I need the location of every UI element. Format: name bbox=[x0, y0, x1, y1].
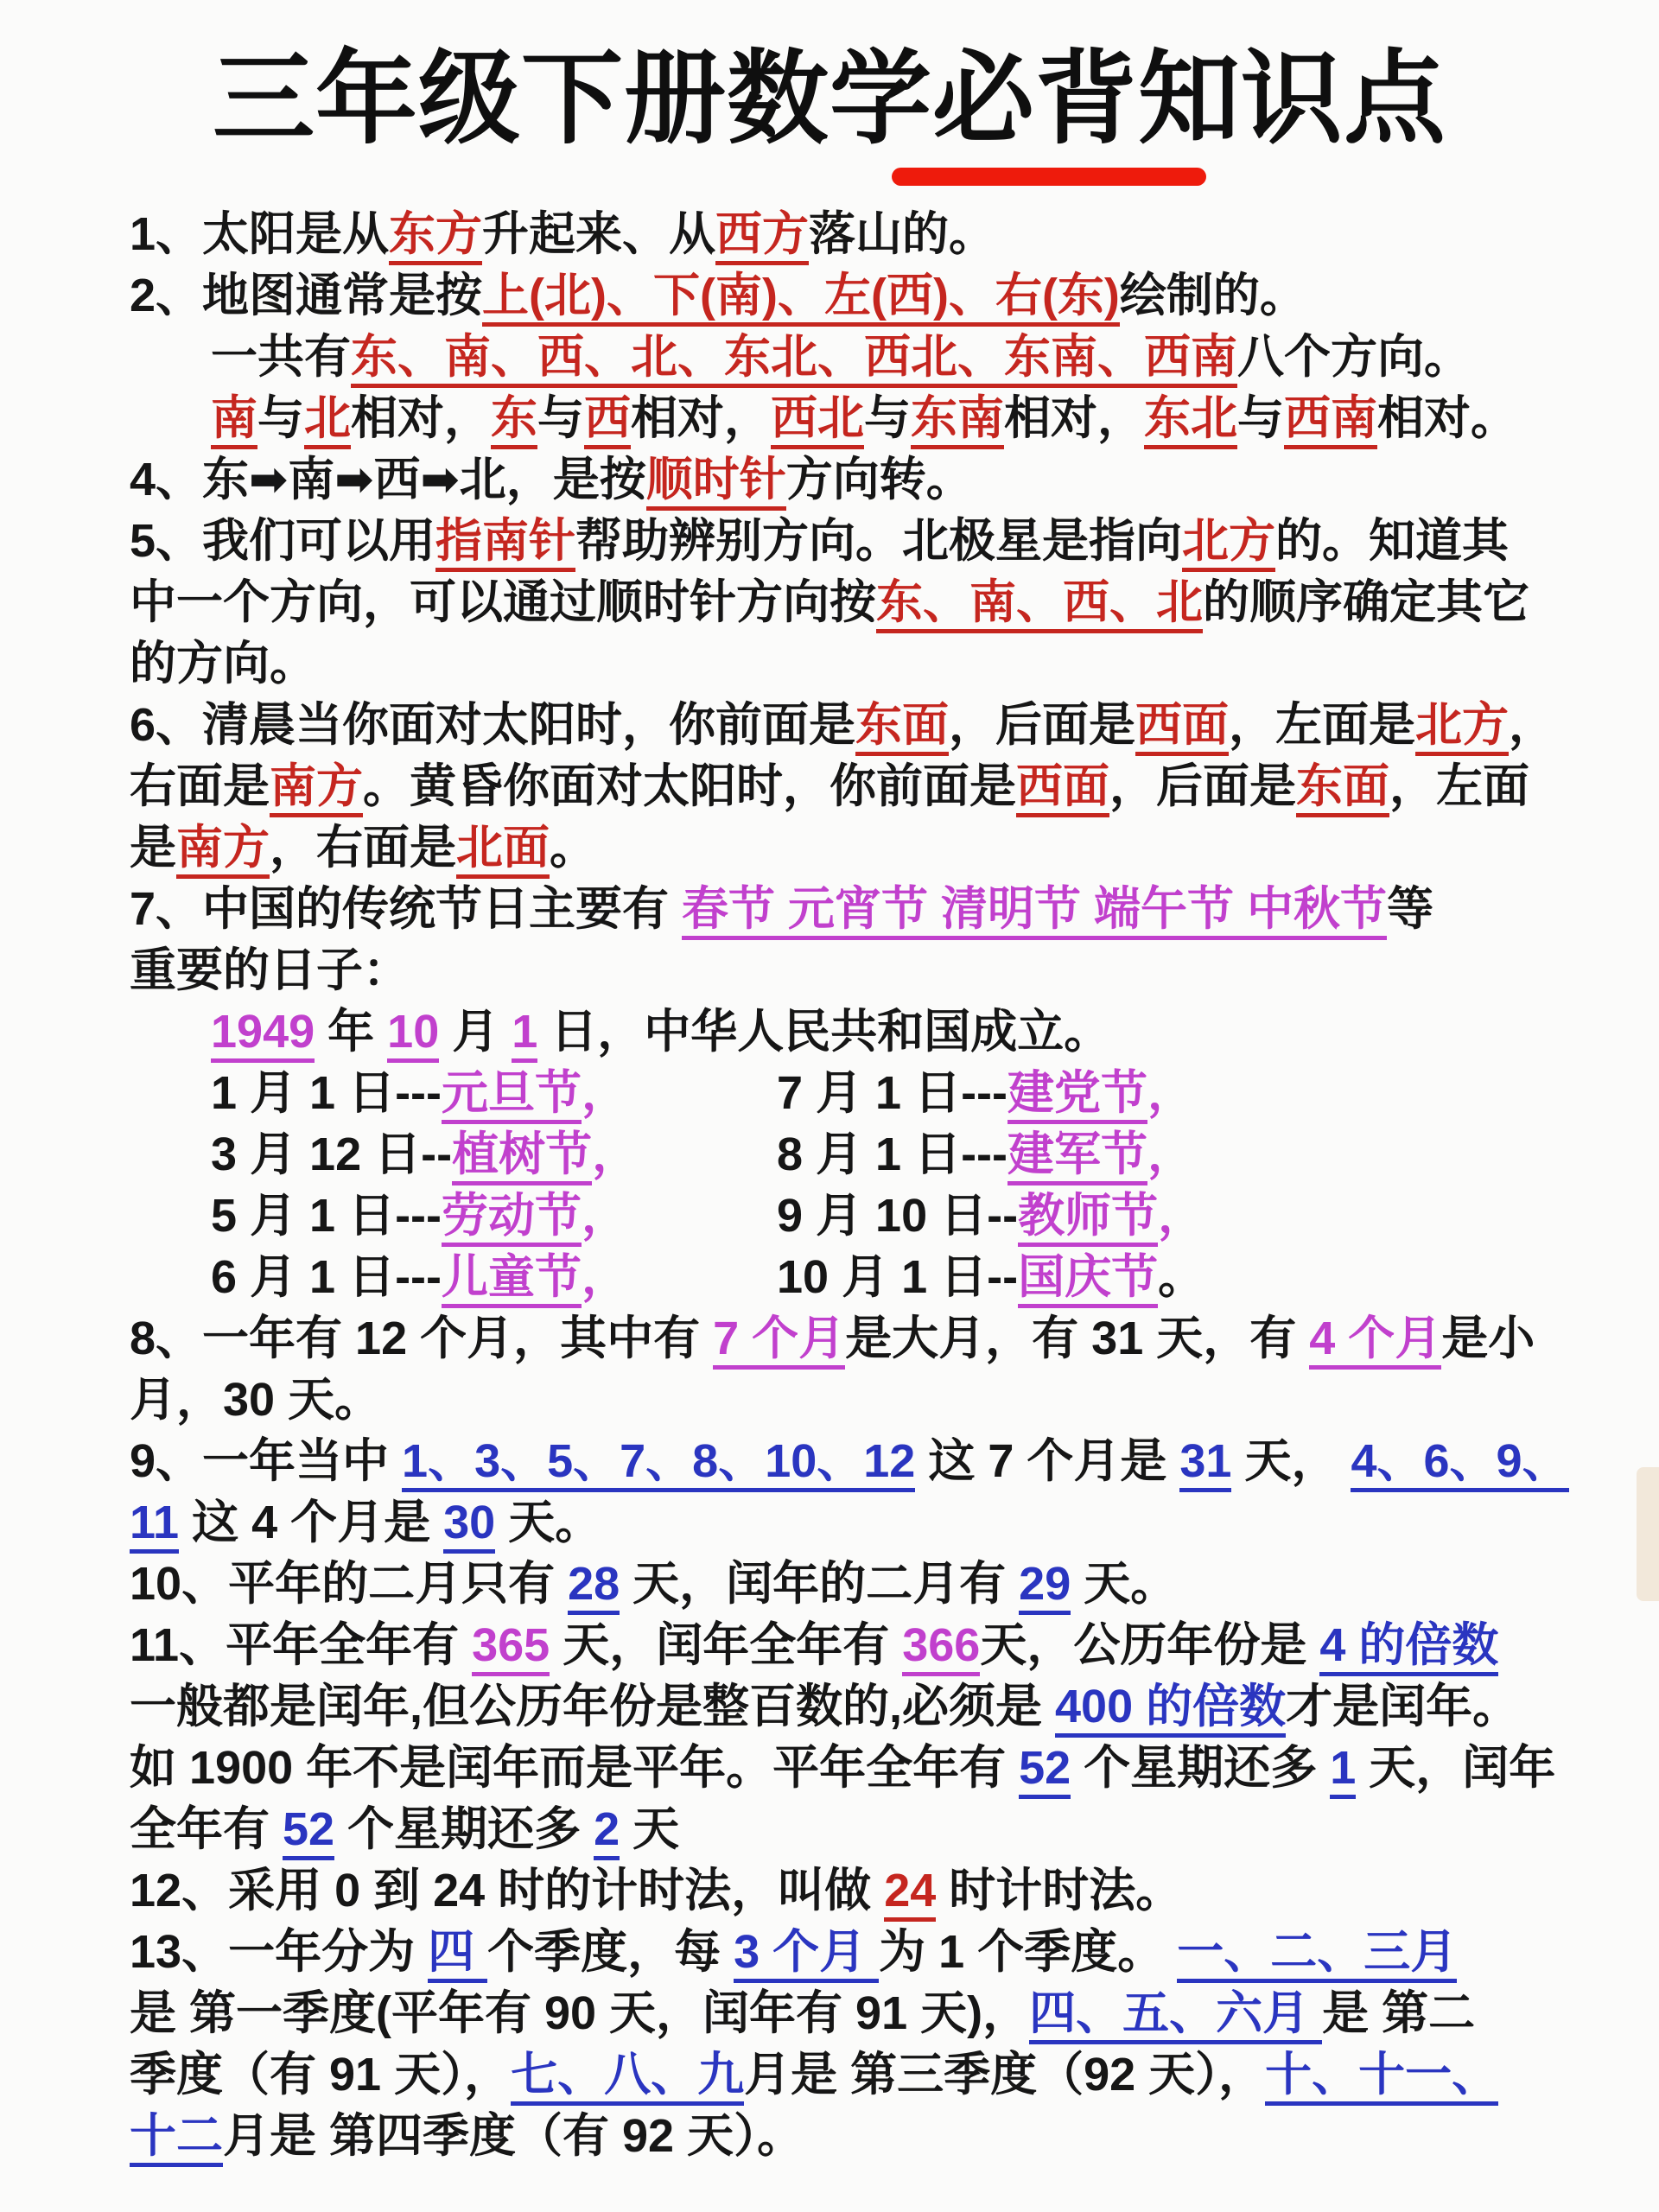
text-segment: 1、3、5、7、8、10、12 bbox=[402, 1435, 915, 1492]
date-column-right bbox=[777, 1251, 1205, 1308]
text-line bbox=[130, 1370, 1633, 1431]
text-segment: 落山的。 bbox=[809, 208, 996, 260]
text-segment: ，右面是 bbox=[270, 822, 456, 874]
text-segment: 四 bbox=[428, 1926, 487, 1983]
document-body bbox=[130, 204, 1633, 2167]
text-line bbox=[130, 511, 1633, 572]
text-segment: 12、采用 0 到 24 时的计时法，叫做 bbox=[130, 1865, 885, 1916]
text-segment: 日，中华人民共和国成立。 bbox=[537, 1006, 1111, 1058]
text-segment: 1 月 1 日--- bbox=[211, 1067, 442, 1119]
text-segment: 与 bbox=[537, 392, 584, 444]
text-segment: 这 7 个月是 bbox=[915, 1435, 1180, 1487]
text-segment: 东北 bbox=[1144, 392, 1237, 449]
text-segment: 如 1900 年不是闰年而是平年。平年全年有 bbox=[130, 1742, 1020, 1794]
text-segment: 国庆节 bbox=[1018, 1251, 1158, 1308]
text-segment: ，后面是 bbox=[949, 699, 1136, 751]
text-segment: 中一个方向，可以通过顺时针方向按 bbox=[130, 576, 876, 628]
text-line bbox=[130, 1001, 1633, 1063]
text-segment: 个星期还多 bbox=[1071, 1742, 1331, 1794]
text-segment: 4 个月 bbox=[1309, 1313, 1441, 1370]
text-segment: 等 bbox=[1387, 883, 1434, 935]
text-segment: 月是 第三季度（92 天）， bbox=[744, 2049, 1266, 2101]
text-line bbox=[130, 756, 1633, 817]
text-line bbox=[130, 327, 1633, 388]
text-segment: 十、十一、 bbox=[1265, 2049, 1498, 2106]
text-segment: 是 第二 bbox=[1322, 1987, 1476, 2039]
text-segment: 这 4 个月是 bbox=[179, 1497, 444, 1548]
text-segment: 年 bbox=[315, 1006, 388, 1058]
text-segment: 四、五、六月 bbox=[1029, 1987, 1322, 2044]
text-segment: 重要的日子： bbox=[130, 944, 410, 996]
text-segment: 天，闰年的二月有 bbox=[620, 1558, 1020, 1610]
text-segment: 52 bbox=[283, 1803, 334, 1860]
text-segment: 西方 bbox=[715, 208, 809, 265]
text-line bbox=[130, 1063, 1633, 1124]
title-underline-mark bbox=[892, 168, 1206, 186]
text-line bbox=[130, 817, 1633, 879]
text-segment: ，后面是 bbox=[1109, 760, 1296, 812]
text-segment: 西面 bbox=[1016, 760, 1109, 817]
text-segment: 十二 bbox=[130, 2110, 223, 2167]
text-segment: 是 第一季度(平年有 90 天，闰年有 91 天)， bbox=[130, 1987, 1030, 2039]
text-segment: 东面 bbox=[1296, 760, 1389, 817]
text-segment: 的方向。 bbox=[130, 638, 316, 690]
text-segment: 与 bbox=[257, 392, 304, 444]
text-segment: 与 bbox=[864, 392, 911, 444]
text-segment: 一共有 bbox=[211, 331, 351, 383]
date-column-right bbox=[777, 1128, 1194, 1185]
text-segment: 北面 bbox=[456, 822, 550, 879]
text-segment: 东南 bbox=[911, 392, 1004, 449]
text-segment: 天。 bbox=[495, 1497, 602, 1548]
text-segment: ， bbox=[1147, 1128, 1195, 1180]
text-segment: 400 的倍数 bbox=[1055, 1681, 1286, 1738]
text-line bbox=[130, 1308, 1633, 1370]
text-segment: 东、南、西、北、东北、西北、东南、西南 bbox=[351, 331, 1237, 388]
text-line bbox=[130, 204, 1633, 265]
text-segment: 8、一年有 12 个月，其中有 bbox=[130, 1313, 714, 1364]
text-segment: 5 月 1 日--- bbox=[211, 1190, 442, 1242]
text-segment: 1、太阳是从 bbox=[130, 208, 390, 260]
text-segment: 植树节 bbox=[452, 1128, 592, 1185]
text-segment: ， bbox=[1509, 699, 1556, 751]
text-segment: 4 的倍数 bbox=[1319, 1619, 1498, 1676]
text-segment: 8 月 1 日--- bbox=[777, 1128, 1008, 1180]
text-segment: 顺时针 bbox=[646, 454, 786, 511]
text-segment: 绘制的。 bbox=[1119, 270, 1306, 321]
text-segment: 七、八、九 bbox=[511, 2049, 744, 2106]
text-segment: 1 bbox=[1330, 1742, 1356, 1799]
text-segment: 为 1 个季度。 bbox=[879, 1926, 1178, 1978]
text-line bbox=[130, 695, 1633, 756]
date-column-left bbox=[211, 1124, 777, 1185]
text-segment: 右面是 bbox=[130, 760, 270, 812]
text-segment: 366 bbox=[902, 1619, 980, 1676]
text-segment: 是小 bbox=[1441, 1313, 1535, 1364]
text-segment: 时计时法。 bbox=[936, 1865, 1183, 1916]
text-segment: 方向转。 bbox=[785, 454, 973, 505]
text-segment: 劳动节 bbox=[442, 1190, 582, 1247]
text-segment: 升起来、从 bbox=[482, 208, 716, 260]
text-segment: 北 bbox=[304, 392, 351, 449]
text-line bbox=[130, 1922, 1633, 1983]
text-segment: ， bbox=[582, 1067, 629, 1119]
text-segment: 北方 bbox=[1182, 515, 1275, 572]
text-segment: 52 bbox=[1019, 1742, 1071, 1799]
text-segment: 天，公历年份是 bbox=[980, 1619, 1320, 1671]
text-segment: 6、清晨当你面对太阳时，你前面是 bbox=[130, 699, 856, 751]
text-segment: 建党节 bbox=[1007, 1067, 1147, 1124]
text-segment: ， bbox=[582, 1251, 629, 1303]
text-segment: 相对， bbox=[351, 392, 491, 444]
text-segment: 南 bbox=[211, 392, 257, 449]
text-line bbox=[130, 1676, 1633, 1738]
text-segment: 个星期还多 bbox=[334, 1803, 594, 1855]
text-segment: 与 bbox=[1237, 392, 1284, 444]
text-segment: 东方 bbox=[389, 208, 482, 265]
text-segment: 31 bbox=[1179, 1435, 1231, 1492]
text-line bbox=[130, 940, 1633, 1001]
text-segment: 月，30 天。 bbox=[130, 1374, 382, 1426]
text-segment: 春节 元宵节 清明节 端午节 中秋节 bbox=[682, 883, 1387, 940]
date-column-left bbox=[211, 1247, 777, 1308]
text-segment: 的顺序确定其它 bbox=[1203, 576, 1529, 628]
text-line bbox=[130, 572, 1633, 633]
text-segment: 八个方向。 bbox=[1237, 331, 1471, 383]
text-segment: 2、地图通常是按 bbox=[130, 270, 483, 321]
text-segment: 上(北)、下(南)、左(西)、右(东) bbox=[482, 270, 1120, 327]
text-line bbox=[130, 1615, 1633, 1676]
text-segment: 一般都是闰年,但公历年份是整百数的,必须是 bbox=[130, 1681, 1056, 1732]
text-segment: 天 bbox=[620, 1803, 680, 1855]
text-segment: 建军节 bbox=[1007, 1128, 1147, 1185]
text-segment: 个季度，每 bbox=[487, 1926, 734, 1978]
text-line bbox=[130, 2106, 1633, 2167]
text-line bbox=[130, 1860, 1633, 1922]
text-segment: 10 月 1 日-- bbox=[777, 1251, 1019, 1303]
text-segment: 全年有 bbox=[130, 1803, 283, 1855]
text-line bbox=[130, 449, 1633, 511]
text-segment: 月 bbox=[439, 1006, 512, 1058]
text-segment: 南方 bbox=[270, 760, 363, 817]
text-segment: 东面 bbox=[855, 699, 949, 756]
text-segment: 是 bbox=[130, 822, 176, 874]
text-segment: 西北 bbox=[771, 392, 864, 449]
text-segment: 7 个月 bbox=[713, 1313, 845, 1370]
text-segment: 4、东➡南➡西➡北，是按 bbox=[130, 454, 646, 505]
text-segment: 365 bbox=[472, 1619, 550, 1676]
date-column-left bbox=[211, 1063, 777, 1124]
text-segment: 10 bbox=[387, 1006, 439, 1063]
text-segment: 天，闰年 bbox=[1356, 1742, 1556, 1794]
text-segment: 28 bbox=[568, 1558, 620, 1615]
text-segment: 11、平年全年有 bbox=[130, 1619, 473, 1671]
text-segment: 北方 bbox=[1415, 699, 1509, 756]
text-segment: 是大月，有 31 天，有 bbox=[845, 1313, 1310, 1364]
text-segment: 29 bbox=[1019, 1558, 1071, 1615]
text-segment: 7、中国的传统节日主要有 bbox=[130, 883, 683, 935]
text-segment: 天， bbox=[1231, 1435, 1351, 1487]
text-segment: 相对。 bbox=[1377, 392, 1517, 444]
text-line bbox=[130, 388, 1633, 449]
date-column-right bbox=[777, 1067, 1194, 1124]
text-segment: 一、二、三月 bbox=[1177, 1926, 1457, 1983]
text-segment: ， bbox=[592, 1128, 639, 1180]
text-segment: ，左面 bbox=[1389, 760, 1529, 812]
page-edge-smudge bbox=[1637, 1467, 1659, 1601]
text-line bbox=[130, 879, 1633, 940]
text-line bbox=[130, 1185, 1633, 1247]
text-segment: 1 bbox=[512, 1006, 537, 1063]
text-segment: 1949 bbox=[211, 1006, 315, 1063]
text-segment: 9、一年当中 bbox=[130, 1435, 403, 1487]
date-column-left bbox=[211, 1185, 777, 1247]
text-segment: 西面 bbox=[1135, 699, 1229, 756]
text-segment: 13、一年分为 bbox=[130, 1926, 429, 1978]
text-segment: 。黄昏你面对太阳时，你前面是 bbox=[363, 760, 1016, 812]
text-segment: 6 月 1 日--- bbox=[211, 1251, 442, 1303]
text-segment: 月是 第四季度（有 92 天）。 bbox=[223, 2110, 804, 2162]
text-segment: 3 月 12 日-- bbox=[211, 1128, 453, 1180]
text-line bbox=[130, 2044, 1633, 2106]
text-segment: ， bbox=[582, 1190, 629, 1242]
text-segment: 西南 bbox=[1284, 392, 1377, 449]
text-line bbox=[130, 1124, 1633, 1185]
text-segment: 10、平年的二月只有 bbox=[130, 1558, 569, 1610]
text-line bbox=[130, 1492, 1633, 1554]
text-line bbox=[130, 1554, 1633, 1615]
text-segment: 的。知道其 bbox=[1275, 515, 1510, 567]
text-segment: 相对， bbox=[1004, 392, 1144, 444]
text-segment: 天，闰年全年有 bbox=[550, 1619, 903, 1671]
text-segment: 帮助辨别方向。北极星是指向 bbox=[575, 515, 1183, 567]
text-segment: 季度（有 91 天）， bbox=[130, 2049, 512, 2101]
text-segment: 东 bbox=[491, 392, 537, 449]
text-line bbox=[130, 1431, 1633, 1492]
text-segment: 才是闰年。 bbox=[1286, 1681, 1520, 1732]
text-segment: 9 月 10 日-- bbox=[777, 1190, 1019, 1242]
text-segment: 教师节 bbox=[1018, 1190, 1158, 1247]
text-segment: 5、我们可以用 bbox=[130, 515, 436, 567]
page-title: 三年级下册数学必背知识点 bbox=[212, 42, 1446, 156]
text-segment: 3 个月 bbox=[734, 1926, 879, 1983]
text-line bbox=[130, 265, 1633, 327]
text-line bbox=[130, 1738, 1633, 1799]
text-line bbox=[130, 1983, 1633, 2044]
text-segment: 天。 bbox=[1071, 1558, 1178, 1610]
text-segment: 4、6、9、 bbox=[1351, 1435, 1568, 1492]
text-segment: 相对， bbox=[631, 392, 771, 444]
text-segment: 儿童节 bbox=[442, 1251, 582, 1308]
text-segment: 11 bbox=[130, 1497, 179, 1554]
text-segment: ， bbox=[1158, 1190, 1205, 1242]
text-line bbox=[130, 1799, 1633, 1860]
text-segment: ，左面是 bbox=[1229, 699, 1416, 751]
text-segment: 指南针 bbox=[435, 515, 575, 572]
text-segment: 南方 bbox=[176, 822, 270, 879]
text-segment: 。 bbox=[1158, 1251, 1205, 1303]
text-line bbox=[130, 1247, 1633, 1308]
text-segment: ， bbox=[1147, 1067, 1195, 1119]
text-segment: 2 bbox=[594, 1803, 620, 1860]
text-line bbox=[130, 633, 1633, 695]
text-segment: 西 bbox=[584, 392, 631, 449]
text-segment: 元旦节 bbox=[442, 1067, 582, 1124]
text-segment: 30 bbox=[443, 1497, 495, 1554]
text-segment: 东、南、西、北 bbox=[876, 576, 1203, 633]
text-segment: 7 月 1 日--- bbox=[777, 1067, 1008, 1119]
text-segment: 24 bbox=[884, 1865, 936, 1922]
text-segment: 。 bbox=[550, 822, 596, 874]
date-column-right bbox=[777, 1190, 1205, 1247]
